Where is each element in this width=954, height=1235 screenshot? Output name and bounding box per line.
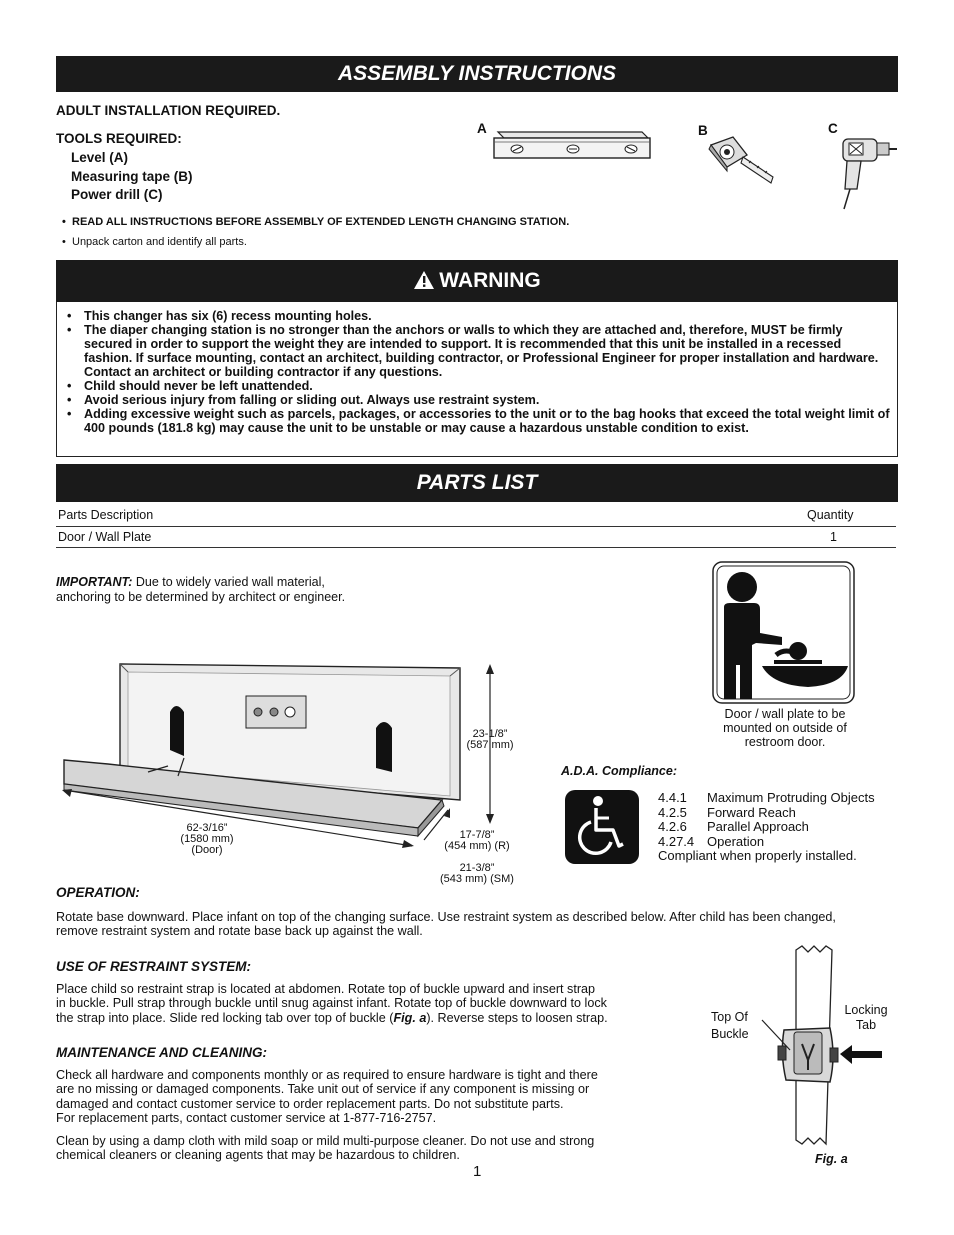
maintenance-text-2: Clean by using a damp cloth with mild soap or mild multi-purpose cleaner. Do not use and strong chemical cleaners or cleaning agents that may be hazardous to children. [56, 1134, 595, 1163]
restraint-title: USE OF RESTRAINT SYSTEM: [56, 959, 252, 974]
warning-title: WARNING [439, 269, 541, 292]
dim-depth-sm: 21-3/8” (543 mm) (SM) [440, 862, 514, 885]
warning-list [57, 309, 891, 435]
important-note: IMPORTANT: Due to widely varied wall material, anchoring to be determined by architect or engineer. [56, 575, 346, 604]
dim-depth-r: 17-7/8” (454 mm) (R) [444, 829, 510, 852]
parts-row-divider [56, 547, 896, 548]
tool-drill: Power drill (C) [71, 187, 163, 202]
parts-header-divider [56, 526, 896, 527]
dim-height: 23-1/8” (587 mm) [466, 728, 514, 751]
adult-required: ADULT INSTALLATION REQUIRED. [56, 103, 281, 118]
parts-title: PARTS LIST [416, 471, 538, 494]
tools-heading: TOOLS REQUIRED: [56, 131, 182, 146]
tool-tape: Measuring tape (B) [71, 169, 193, 184]
restraint-text: Place child so restraint strap is located at abdomen. Rotate top of buckle upward and insert strap in buckle. Pull strap through buckle until snug against infant. Rotate top of buckle downward to lock the strap into place. Slide red locking tab over top of buckle (Fig. a). Reverse steps to loosen strap. [56, 982, 608, 1025]
parts-header-quantity: Quantity [807, 508, 854, 522]
parts-header-description: Parts Description [58, 508, 154, 522]
ada-footer: Compliant when properly installed. [658, 848, 857, 863]
warning-triangle-icon [413, 270, 435, 290]
tool-level: Level (A) [71, 150, 129, 165]
ada-list [658, 791, 875, 864]
tool-letter-a: A [477, 121, 487, 136]
wheelchair-icon [565, 790, 639, 864]
maintenance-title: MAINTENANCE AND CLEANING: [56, 1045, 267, 1060]
maintenance-text-1: Check all hardware and components monthly or as required to ensure hardware is tight and there are no missing or damaged components. Take unit out of service if any component is missing or damaged and contact customer service to order replacement parts. Do not substitute parts. For replacement parts, contact customer service at 1-877-716-2757. [56, 1068, 598, 1126]
ada-item: 4.27.4 Operation [658, 833, 765, 849]
important-label: IMPORTANT: [56, 575, 133, 589]
fig-a-caption: Fig. a [815, 1152, 848, 1166]
parts-row-quantity: 1 [830, 530, 837, 544]
warning-banner [56, 260, 898, 302]
fig-a-top-label: Top Of Buckle [711, 1010, 749, 1041]
bullet-unpack: • Unpack carton and identify all parts. [62, 236, 247, 248]
warning-item: • Child should never be left unattended. [57, 379, 891, 393]
ada-title: A.D.A. Compliance: [561, 764, 677, 778]
operation-text: Rotate base downward. Place infant on top of the changing surface. Use restraint system as described below. After child has been changed, remove restraint system and rotate base back up against the wall. [56, 910, 836, 939]
door-sign-caption: Door / wall plate to be mounted on outside of restroom door. [723, 707, 847, 749]
assembly-banner [56, 56, 898, 92]
page-number: 1 [473, 1163, 482, 1180]
bullet-read-instructions: • READ ALL INSTRUCTIONS BEFORE ASSEMBLY OF EXTENDED LENGTH CHANGING STATION. [62, 216, 570, 228]
fig-a-reference: Fig. a [393, 1010, 427, 1025]
ada-item: 4.2.6 Parallel Approach [658, 819, 809, 834]
warning-item: • Avoid serious injury from falling or sliding out. Always use restraint system. [57, 393, 891, 407]
dim-width: 62-3/16” (1580 mm) (Door) [180, 822, 234, 856]
tool-letter-b: B [698, 123, 708, 138]
power-drill-icon [833, 133, 901, 211]
assembly-title: ASSEMBLY INSTRUCTIONS [337, 62, 617, 85]
ada-item: 4.4.1 Maximum Protruding Objects [658, 790, 875, 805]
measuring-tape-icon [703, 133, 778, 191]
warning-item: • This changer has six (6) recess mounting holes. [57, 309, 891, 323]
level-icon [490, 128, 655, 162]
operation-title: OPERATION: [56, 885, 140, 900]
warning-box [56, 302, 898, 457]
buckle-figure [760, 944, 890, 1152]
parts-banner [56, 464, 898, 502]
fig-a-tab-label: Locking Tab [844, 1003, 888, 1032]
ada-item: 4.2.5 Forward Reach [658, 804, 796, 820]
warning-item: • Adding excessive weight such as parcels, packages, or accessories to the unit or to the bag hooks that exceed the total weight limit of 400 pounds (181.8 kg) may cause the unit to be unstable or may cause a hazardous unstable condition to exist. [57, 407, 891, 435]
tool-letter-c: C [828, 121, 838, 136]
parts-row-description: Door / Wall Plate [58, 530, 152, 544]
warning-item: • The diaper changing station is no stronger than the anchors or walls to which they are attached and, therefore, MUST be firmly secured in order to support the weight they are intended to support. It is recommended that this unit be installed in a recessed fashion. If surface mounting, contact an architect, building contractor, or Professional Engineer for proper installation and hardware. Contact an architect or building contractor if any questions. [57, 323, 891, 379]
baby-changing-sign-icon [712, 561, 855, 704]
